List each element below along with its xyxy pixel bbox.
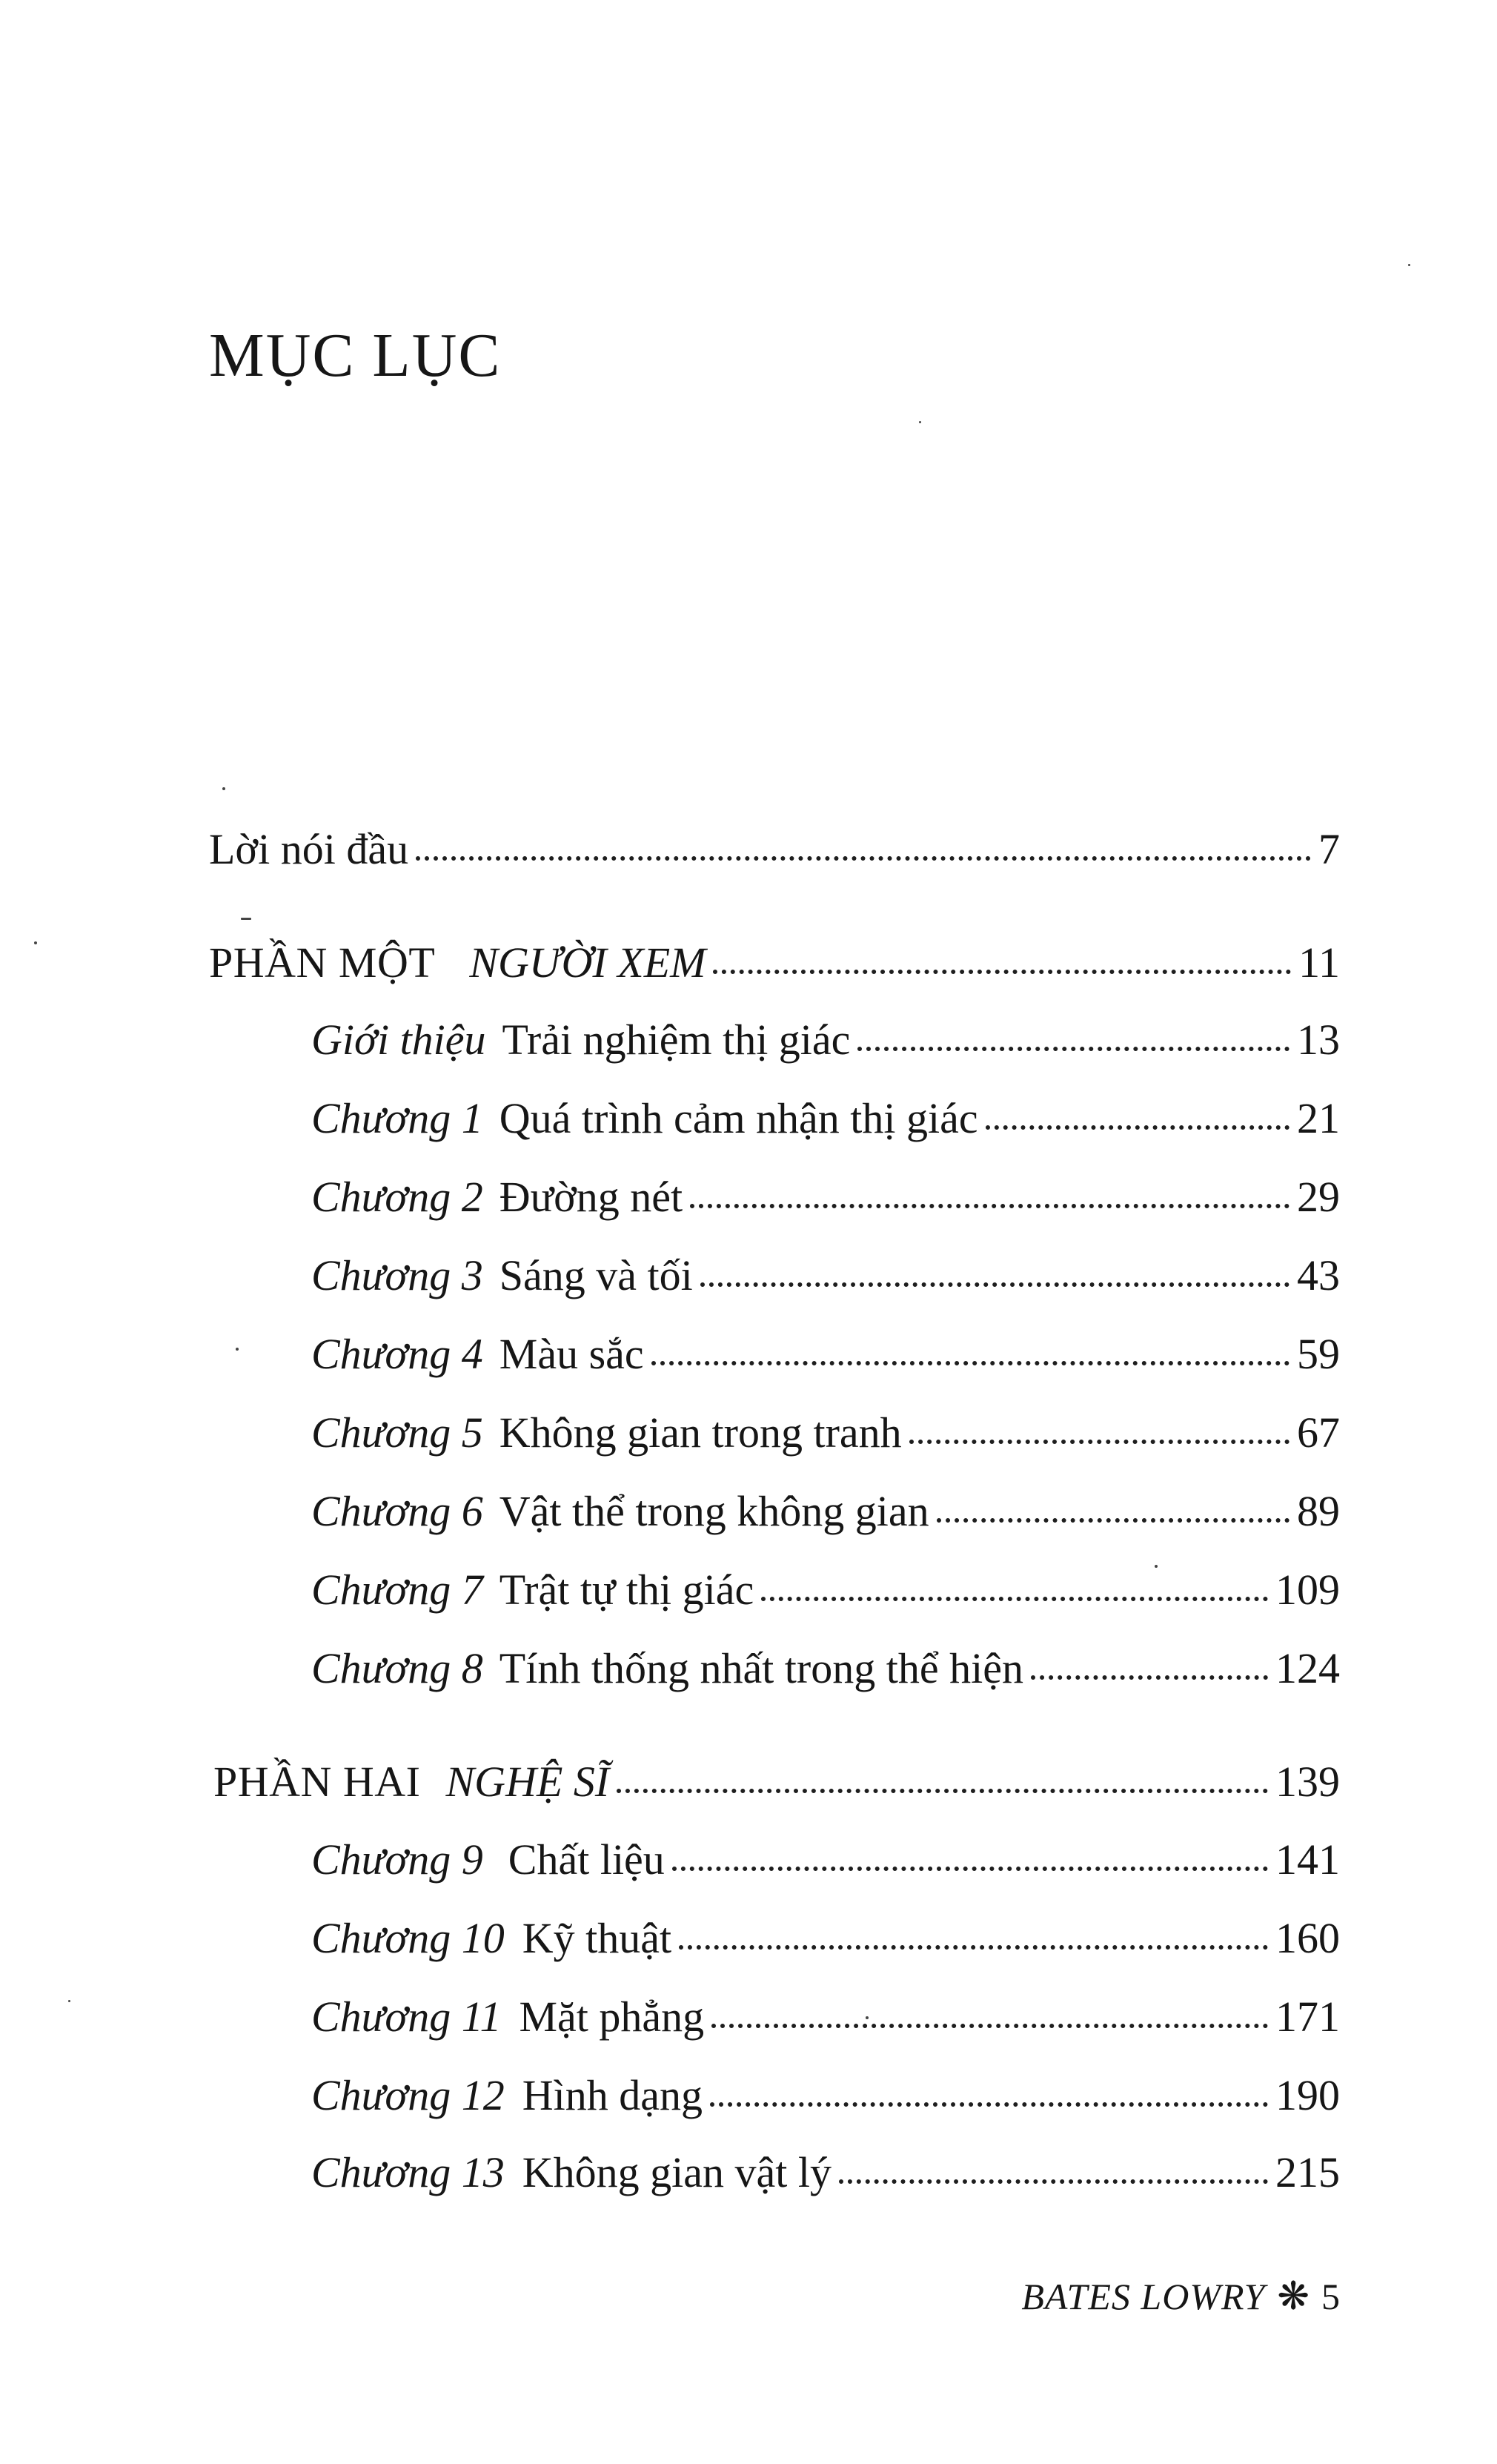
- chapter-label: Chương 6: [311, 1487, 483, 1535]
- toc-entry[interactable]: [311, 1251, 1340, 1299]
- page-number: 5: [1321, 2276, 1340, 2317]
- toc-page-number: 13: [1297, 1016, 1340, 1064]
- dot-leader: [700, 1282, 1289, 1287]
- dot-leader: [690, 1204, 1289, 1208]
- toc-entry[interactable]: [311, 1835, 1340, 1884]
- toc-page-number: 59: [1297, 1330, 1340, 1378]
- toc-page-number: 171: [1275, 1993, 1340, 2041]
- dot-leader: [711, 2024, 1268, 2028]
- print-speck: [68, 2000, 70, 2002]
- toc-entry[interactable]: [311, 1016, 1340, 1064]
- chapter-label: Chương 4: [311, 1330, 483, 1378]
- chapter-label: Chương 11: [311, 1993, 502, 2041]
- chapter-label: Chương 3: [311, 1251, 483, 1299]
- page-title: MỤC LỤC: [209, 321, 502, 390]
- toc-page-number: 160: [1275, 1914, 1340, 1962]
- part-title: NGHỆ SĨ: [445, 1758, 610, 1806]
- toc-page-number: 124: [1275, 1644, 1340, 1692]
- chapter-title: Sáng và tối: [499, 1251, 693, 1299]
- chapter-label: Chương 7: [311, 1566, 483, 1614]
- chapter-label: Chương 8: [311, 1644, 483, 1692]
- toc-entry[interactable]: [311, 1914, 1340, 1962]
- asterisk-ornament-icon: ❋: [1277, 2276, 1310, 2318]
- toc-page-number: 29: [1297, 1173, 1340, 1221]
- dot-leader: [617, 1789, 1268, 1793]
- toc-entry[interactable]: [311, 1993, 1340, 2041]
- print-speck: [222, 787, 225, 790]
- toc-entry[interactable]: [311, 1330, 1340, 1378]
- chapter-label: Chương 1: [311, 1094, 483, 1142]
- chapter-title: Kỹ thuật: [522, 1914, 672, 1962]
- toc-entry[interactable]: [311, 2148, 1340, 2196]
- toc-entry[interactable]: [311, 1487, 1340, 1535]
- dot-leader: [679, 1945, 1268, 1950]
- toc-page-number: 21: [1297, 1094, 1340, 1142]
- print-speck: [34, 941, 37, 944]
- dot-leader: [909, 1440, 1289, 1444]
- part-label: PHẦN MỘT: [209, 938, 436, 987]
- dot-leader: [1031, 1675, 1268, 1680]
- chapter-title: Trải nghiệm thị giác: [502, 1016, 851, 1064]
- toc-page-number: 89: [1297, 1487, 1340, 1535]
- print-speck: [1155, 1565, 1158, 1568]
- dot-leader: [710, 2102, 1268, 2107]
- toc-page-number: 141: [1275, 1835, 1340, 1884]
- chapter-title: Không gian vật lý: [522, 2148, 832, 2196]
- toc-page-number: 11: [1298, 938, 1340, 987]
- print-speck: [919, 421, 921, 423]
- toc-page-number: 67: [1297, 1408, 1340, 1457]
- chapter-title: Không gian trong tranh: [499, 1408, 902, 1457]
- chapter-title: Trật tự thị giác: [499, 1566, 754, 1614]
- toc-entry[interactable]: [311, 2071, 1340, 2119]
- chapter-title: Tính thống nhất trong thể hiện: [499, 1644, 1023, 1692]
- page-footer: [1021, 2278, 1340, 2316]
- print-speck: [866, 2016, 869, 2019]
- chapter-label: Chương 10: [311, 1914, 505, 1962]
- print-speck: [241, 918, 251, 920]
- toc-page-number: 109: [1275, 1566, 1340, 1614]
- toc-page-number: 7: [1318, 825, 1340, 873]
- dot-leader: [857, 1047, 1289, 1051]
- part-label: PHẦN HAI: [213, 1758, 421, 1806]
- chapter-title: Chất liệu: [508, 1835, 665, 1884]
- chapter-title: Mặt phẳng: [519, 1993, 705, 2041]
- chapter-title: Màu sắc: [499, 1330, 644, 1378]
- chapter-title: Vật thể trong không gian: [499, 1487, 929, 1535]
- toc-page-number: 215: [1275, 2148, 1340, 2196]
- dot-leader: [839, 2179, 1268, 2184]
- toc-page-number: 190: [1275, 2071, 1340, 2119]
- toc-entry[interactable]: [311, 1173, 1340, 1221]
- toc-part-two[interactable]: [213, 1758, 1340, 1806]
- chapter-title: Đường nét: [499, 1173, 683, 1221]
- toc-part-one[interactable]: [209, 938, 1340, 987]
- dot-leader: [986, 1125, 1289, 1130]
- chapter-title: Quá trình cảm nhận thị giác: [499, 1094, 978, 1142]
- toc-entry-preface[interactable]: [209, 825, 1340, 873]
- dot-leader: [672, 1867, 1268, 1871]
- print-speck: [236, 1348, 239, 1351]
- chapter-label: Chương 9: [311, 1835, 483, 1884]
- dot-leader: [937, 1518, 1289, 1523]
- toc-entry[interactable]: [311, 1644, 1340, 1692]
- chapter-label: Chương 5: [311, 1408, 483, 1457]
- dot-leader: [713, 970, 1291, 974]
- toc-page-number: 43: [1297, 1251, 1340, 1299]
- chapter-label: Chương 2: [311, 1173, 483, 1221]
- toc-page-number: 139: [1275, 1758, 1340, 1806]
- toc-entry[interactable]: [311, 1094, 1340, 1142]
- dot-leader: [761, 1597, 1268, 1601]
- dot-leader: [416, 856, 1311, 861]
- print-speck: [1408, 264, 1410, 266]
- toc-entry[interactable]: [311, 1408, 1340, 1457]
- toc-entry-title: Lời nói đầu: [209, 825, 409, 873]
- chapter-label: Chương 12: [311, 2071, 505, 2119]
- chapter-label: Chương 13: [311, 2148, 505, 2196]
- dot-leader: [651, 1361, 1289, 1365]
- running-footer-author: BATES LOWRY: [1021, 2276, 1266, 2317]
- chapter-label: Giới thiệu: [311, 1016, 486, 1064]
- chapter-title: Hình dạng: [522, 2071, 703, 2119]
- toc-entry[interactable]: [311, 1566, 1340, 1614]
- part-title: NGƯỜI XEM: [469, 938, 706, 987]
